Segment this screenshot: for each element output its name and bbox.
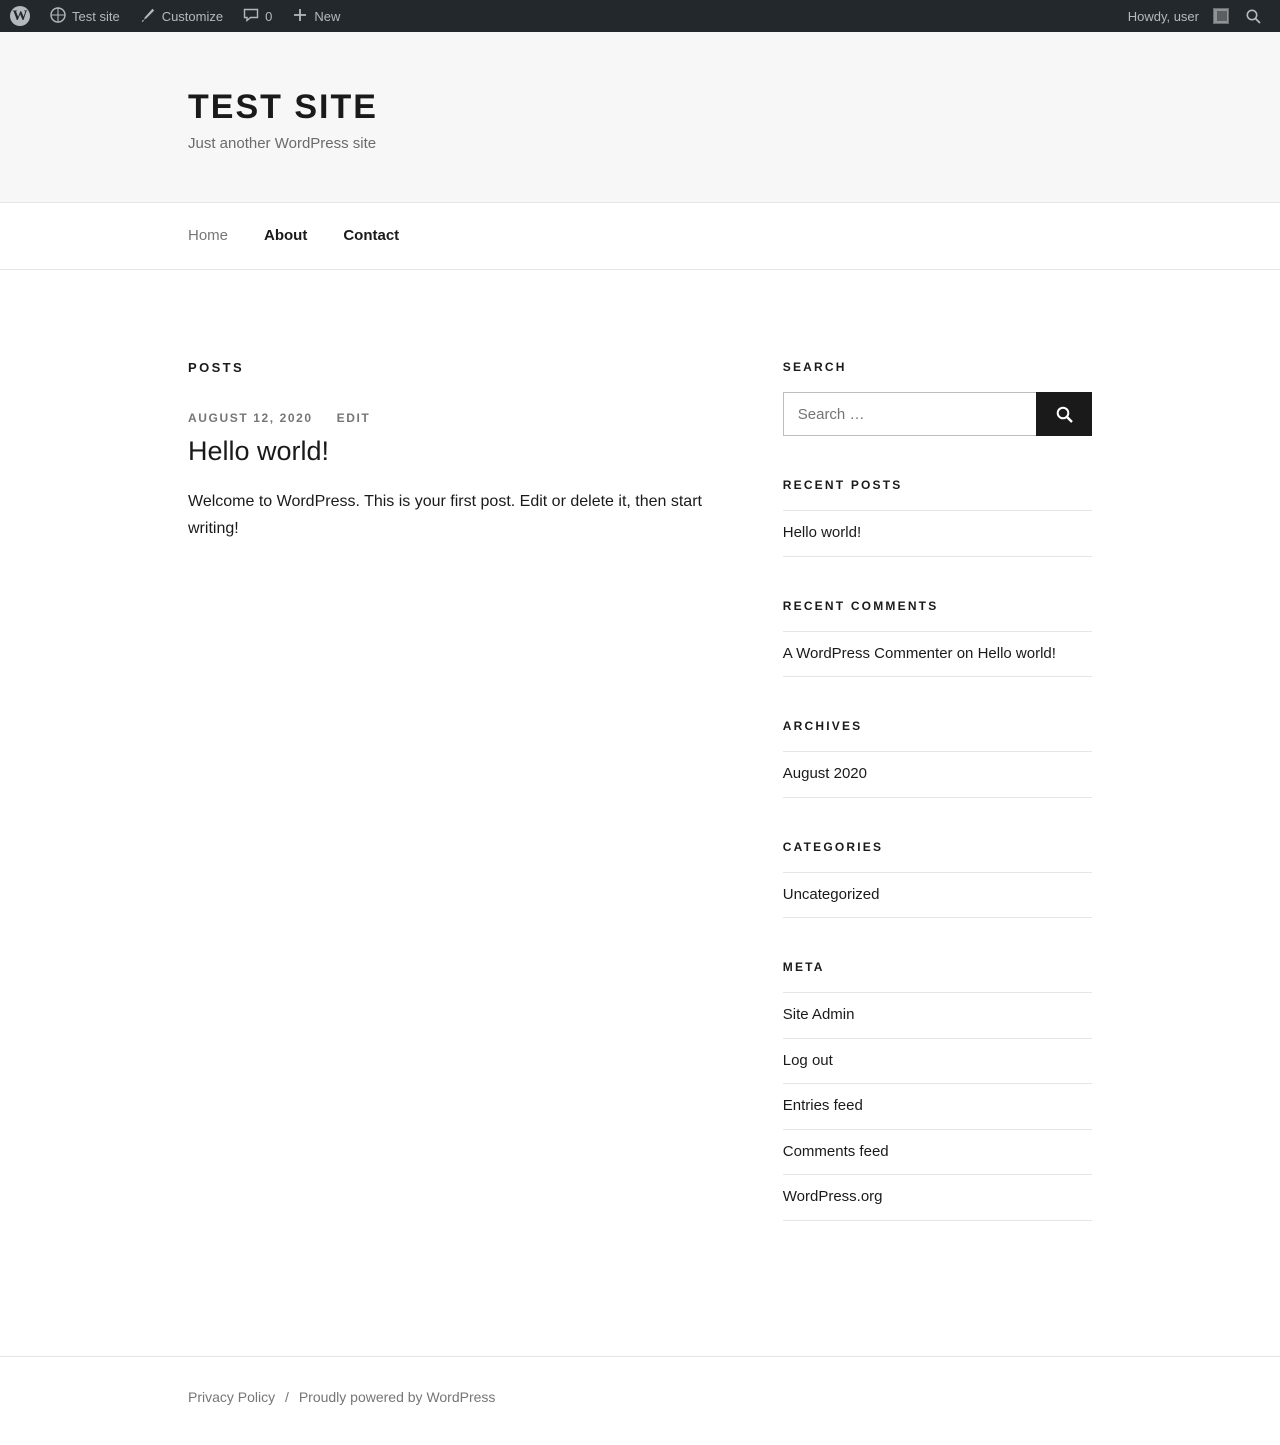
site-header	[0, 32, 1280, 203]
widget-recent-comments	[783, 599, 1092, 678]
list-item[interactable]	[783, 752, 1092, 798]
comment-author: A WordPress Commenter	[782, 644, 953, 662]
post-content	[188, 489, 723, 542]
site-description: Just another WordPress site	[188, 135, 377, 152]
admin-bar-search-button[interactable]	[1235, 0, 1272, 32]
sidebar	[783, 360, 1092, 1263]
search-icon	[1055, 405, 1074, 424]
search-icon	[1245, 8, 1262, 25]
meta-link-comments-feed[interactable]: Comments feed	[782, 1142, 889, 1160]
admin-bar-site-name-label: Test site	[72, 8, 120, 24]
admin-bar-new-label: New	[314, 8, 341, 24]
footer-inner	[180, 1389, 1100, 1405]
category-link[interactable]: Uncategorized	[782, 885, 880, 903]
post-meta	[188, 411, 723, 425]
footer-separator: /	[285, 1389, 289, 1405]
admin-bar-account-area[interactable]	[1118, 0, 1272, 32]
wordpress-logo-icon: W	[10, 6, 30, 26]
nav-item-about[interactable]	[264, 227, 307, 245]
nav-link-home[interactable]: Home	[188, 227, 229, 244]
meta-link-log-out[interactable]: Log out	[782, 1051, 833, 1069]
site-footer	[0, 1356, 1280, 1445]
recent-comments-list	[783, 631, 1092, 678]
footer-credit-link[interactable]: Proudly powered by WordPress	[298, 1389, 496, 1405]
footer-privacy-policy-link[interactable]: Privacy Policy	[188, 1389, 276, 1405]
list-item[interactable]	[783, 1175, 1092, 1221]
list-item[interactable]	[783, 632, 1092, 678]
widget-title-categories: CATEGORIES	[782, 839, 884, 854]
widget-categories	[783, 840, 1092, 919]
primary-content	[188, 360, 723, 1263]
recent-posts-list	[783, 510, 1092, 557]
widget-title-recent-comments: RECENT COMMENTS	[782, 598, 939, 613]
nav-item-contact[interactable]	[343, 227, 399, 245]
page-title[interactable]: TEST SITE	[188, 88, 378, 126]
recent-post-link[interactable]: Hello world!	[782, 524, 862, 541]
categories-list	[783, 872, 1092, 919]
archive-link[interactable]: August 2020	[782, 765, 867, 782]
meta-list	[783, 992, 1092, 1221]
posts-heading: POSTS	[188, 360, 245, 375]
comment-post-link[interactable]: Hello world!	[977, 644, 1056, 662]
nav-link-about[interactable]: About	[264, 227, 308, 244]
main-navigation	[0, 203, 1280, 270]
nav-item-home[interactable]	[188, 227, 228, 245]
archives-list	[783, 751, 1092, 798]
admin-bar-howdy[interactable]	[1118, 0, 1229, 32]
widget-search	[783, 360, 1092, 436]
admin-bar-customize[interactable]	[130, 0, 233, 32]
list-item[interactable]	[783, 993, 1092, 1039]
meta-link-site-admin[interactable]: Site Admin	[782, 1006, 855, 1023]
admin-bar-site-name[interactable]	[40, 0, 130, 32]
post-date-link[interactable]: AUGUST 12, 2020	[188, 411, 313, 425]
search-submit-button[interactable]	[1036, 392, 1092, 436]
list-item[interactable]	[783, 873, 1092, 919]
dashboard-icon	[50, 7, 66, 26]
paintbrush-icon	[140, 7, 156, 26]
widget-meta	[783, 960, 1092, 1221]
content-area	[180, 270, 1100, 1383]
plus-icon	[292, 7, 308, 26]
search-input[interactable]	[783, 392, 1036, 436]
widget-title-archives: ARCHIVES	[782, 719, 863, 733]
comment-on-word: on	[952, 644, 978, 662]
comment-bubble-icon	[243, 7, 259, 26]
post-edit-link[interactable]: EDIT	[336, 411, 371, 425]
nav-link-contact[interactable]: Contact	[343, 227, 400, 244]
avatar	[1213, 8, 1229, 24]
widget-archives	[783, 719, 1092, 798]
widget-title-search: SEARCH	[782, 360, 847, 374]
meta-link-wordpress-org[interactable]: WordPress.org	[782, 1188, 883, 1205]
list-item[interactable]	[783, 1130, 1092, 1176]
widget-title-recent-posts: RECENT POSTS	[782, 478, 903, 492]
admin-bar-comments[interactable]	[233, 0, 282, 32]
widget-recent-posts	[783, 478, 1092, 557]
list-item[interactable]	[783, 1084, 1092, 1130]
post-excerpt: Welcome to WordPress. This is your first post. Edit or delete it, then start writing!	[188, 493, 702, 537]
admin-bar-customize-label: Customize	[161, 8, 224, 24]
list-item[interactable]	[783, 1039, 1092, 1085]
admin-bar-howdy-label: Howdy, user	[1127, 8, 1199, 24]
search-form	[783, 392, 1092, 436]
admin-bar-comments-count: 0	[265, 8, 273, 24]
meta-link-entries-feed[interactable]: Entries feed	[782, 1097, 863, 1114]
admin-bar	[0, 0, 1280, 32]
post-article	[188, 411, 723, 542]
widget-title-meta: META	[782, 960, 825, 974]
list-item[interactable]	[783, 511, 1092, 557]
admin-bar-wp-logo[interactable]	[0, 0, 40, 32]
admin-bar-new[interactable]	[282, 0, 350, 32]
post-title-link[interactable]: Hello world!	[188, 436, 330, 466]
post-title	[188, 435, 723, 467]
